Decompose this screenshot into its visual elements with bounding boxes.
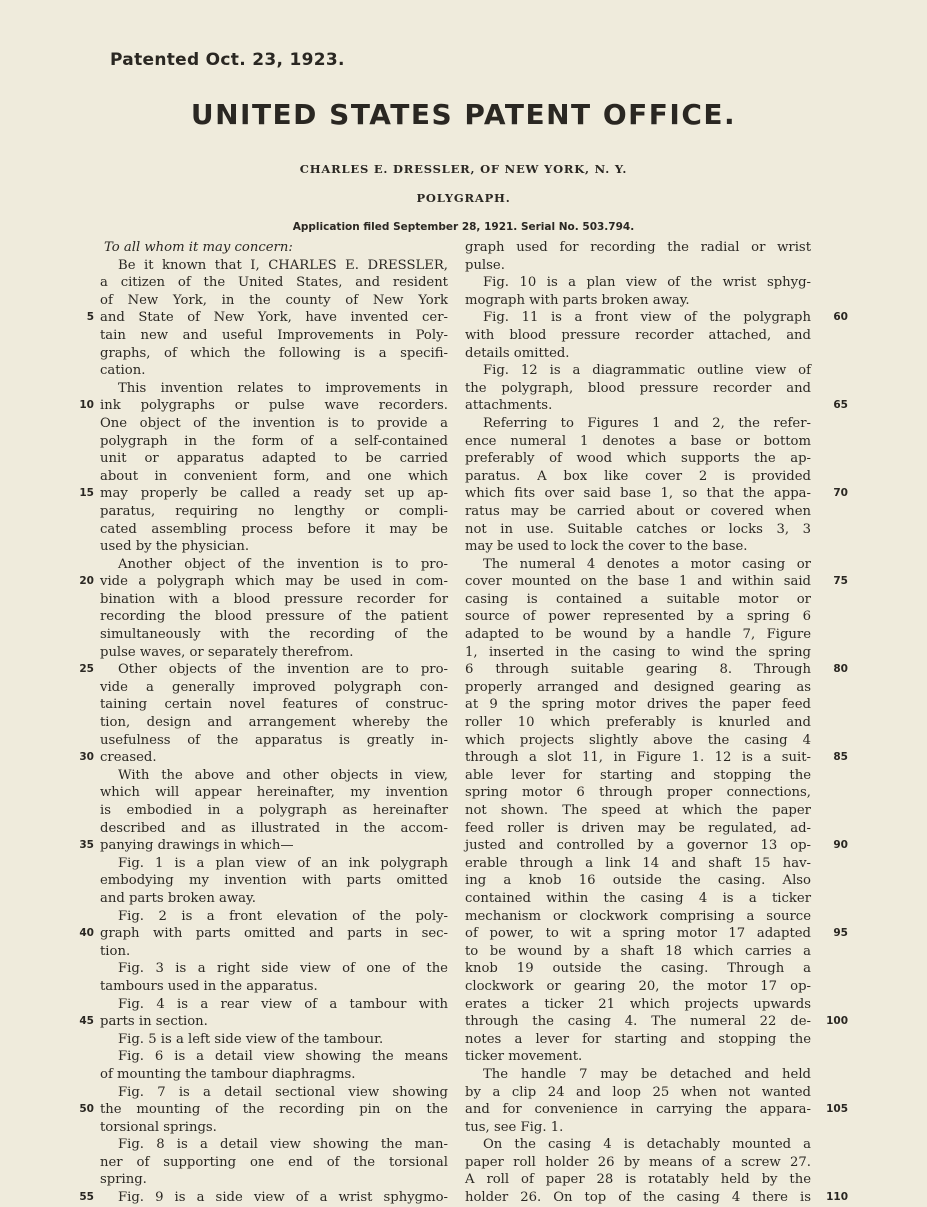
right-text-line: erable through a link 14 and shaft 15 hav- (465, 855, 811, 871)
right-text-line: attachments. (465, 398, 553, 414)
right-text-line: 1, inserted in the casing to wind the spring (465, 644, 811, 660)
right-text-line: mechanism or clockwork comprising a source (465, 908, 811, 924)
left-text-line: Fig. 3 is a right side view of one of the (118, 961, 448, 977)
right-text-line: The handle 7 may be detached and held (483, 1066, 811, 1082)
right-line-number: 70 (833, 487, 848, 500)
left-text-line: usefulness of the apparatus is greatly in- (100, 732, 448, 748)
left-text-line: embodying my invention with parts omitted (100, 873, 448, 889)
right-text-line: tus, see Fig. 1. (465, 1119, 564, 1135)
right-text-line: at 9 the spring motor drives the paper feed (465, 697, 811, 713)
right-text-line: Fig. 11 is a front view of the polygraph (483, 310, 811, 326)
left-text-line: tambours used in the apparatus. (100, 978, 318, 994)
right-text-line: justed and controlled by a governor 13 op- (465, 838, 811, 854)
right-text-line: preferably of wood which supports the ap- (465, 451, 811, 467)
right-text-line: roller 10 which preferably is knurled and (465, 715, 811, 731)
right-line-number: 100 (826, 1015, 848, 1028)
left-text-line: Fig. 9 is a side view of a wrist sphygmo- (118, 1190, 448, 1206)
left-text-line: spring. (100, 1172, 147, 1188)
left-line-number: 30 (79, 751, 94, 764)
left-text-line: torsional springs. (100, 1119, 217, 1135)
right-text-line: through a slot 11, in Figure 1. 12 is a suit- (465, 750, 811, 766)
left-text-line: Fig. 7 is a detail sectional view showing (118, 1084, 448, 1100)
right-text-line: On the casing 4 is detachably mounted a (483, 1137, 811, 1153)
left-text-line: graphs, of which the following is a specifi- (100, 345, 448, 361)
left-text-line: Fig. 8 is a detail view showing the man- (118, 1137, 448, 1153)
left-text-line: polygraph in the form of a self-contained (100, 433, 448, 449)
left-text-line: a citizen of the United States, and resident (100, 275, 448, 291)
right-line-number: 95 (833, 927, 848, 940)
right-text-line: not in use. Suitable catches or locks 3, 3 (465, 521, 811, 537)
left-line-number: 20 (79, 575, 94, 588)
right-text-line: which projects slightly above the casing 4 (465, 732, 811, 748)
left-text-line: cation. (100, 363, 146, 379)
left-text-line: cated assembling process before it may be (100, 521, 448, 537)
left-text-line: pulse waves, or separately therefrom. (100, 644, 354, 660)
right-text-line: ing a knob 16 outside the casing. Also (465, 873, 811, 889)
right-text-line: paratus. A box like cover 2 is provided (465, 468, 811, 484)
left-text-line: creased. (100, 750, 157, 766)
right-text-line: may be used to lock the cover to the base. (465, 539, 748, 555)
right-text-line: of power, to wit a spring motor 17 adapted (465, 926, 811, 942)
right-text-line: and for convenience in carrying the appara- (465, 1102, 811, 1118)
left-text-line: With the above and other objects in view, (118, 767, 448, 783)
left-text-line: vide a polygraph which may be used in com- (100, 574, 448, 590)
left-line-number: 15 (79, 487, 94, 500)
right-text-line: feed roller is driven may be regulated, ad- (465, 820, 811, 836)
right-text-line: ratus may be carried about or covered when (465, 503, 811, 519)
right-text-line: details omitted. (465, 345, 570, 361)
left-text-line: ner of supporting one end of the torsional (100, 1154, 448, 1170)
right-text-line: the polygraph, blood pressure recorder and (465, 380, 811, 396)
left-text-line: may properly be called a ready set up ap- (100, 486, 448, 502)
left-line-number: 45 (79, 1015, 94, 1028)
left-column (100, 239, 448, 1207)
right-text-line: erates a ticker 21 which projects upwards (465, 996, 811, 1012)
right-text-line: through the casing 4. The numeral 22 de- (465, 1014, 811, 1030)
left-text-line: bination with a blood pressure recorder for (100, 591, 448, 607)
right-text-line: Fig. 12 is a diagrammatic outline view of (483, 363, 811, 379)
left-text-line: which will appear hereinafter, my invention (100, 785, 448, 801)
left-text-line: tain new and useful Improvements in Poly- (100, 327, 448, 343)
right-text-line: graph used for recording the radial or wrist (465, 240, 811, 255)
left-text-line: vide a generally improved polygraph con- (100, 679, 448, 695)
right-line-number: 110 (826, 1191, 848, 1204)
left-text-line: Fig. 4 is a rear view of a tambour with (118, 996, 448, 1012)
left-text-line: about in convenient form, and one which (100, 468, 448, 484)
left-text-line: and parts broken away. (100, 890, 256, 906)
right-line-number: 65 (833, 399, 848, 412)
right-text-line: spring motor 6 through proper connections, (465, 785, 811, 801)
right-text-line: holder 26. On top of the casing 4 there is (465, 1190, 811, 1206)
office-title: UNITED STATES PATENT OFFICE. (190, 98, 737, 131)
right-text-line: contained within the casing 4 is a ticker (465, 890, 811, 906)
right-text-line: cover mounted on the base 1 and within said (465, 574, 811, 590)
left-text-line: Other objects of the invention are to pro- (118, 662, 448, 678)
left-text-line: This invention relates to improvements in (118, 380, 448, 396)
right-line-number: 90 (833, 839, 848, 852)
left-text-line: panying drawings in which— (100, 838, 294, 854)
left-text-line: and State of New York, have invented cer- (100, 310, 448, 326)
right-text-line: casing is contained a suitable motor or (465, 591, 811, 607)
right-column (465, 239, 811, 1207)
right-text-line: to be wound by a shaft 18 which carries a (465, 943, 811, 959)
left-text-line: paratus, requiring no lengthy or compli- (100, 503, 448, 519)
left-text-line: parts in section. (100, 1014, 208, 1030)
right-text-line: 6 through suitable gearing 8. Through (465, 662, 811, 678)
left-text-line: graph with parts omitted and parts in sec- (100, 926, 448, 942)
left-text-line: used by the physician. (100, 539, 250, 555)
left-line-number: 10 (79, 399, 94, 412)
right-text-line: pulse. (465, 257, 505, 273)
left-line-number: 25 (79, 663, 94, 676)
right-text-line: ticker movement. (465, 1049, 583, 1065)
right-text-line: The numeral 4 denotes a motor casing or (483, 556, 811, 572)
application-line: Application filed September 28, 1921. Serial No. 503.794. (292, 221, 635, 233)
left-text-line: of New York, in the county of New York (100, 292, 448, 308)
right-text-line: knob 19 outside the casing. Through a (465, 961, 811, 977)
left-text-line: is embodied in a polygraph as hereinafter (100, 803, 448, 818)
right-line-number: 60 (833, 311, 848, 324)
invention-title: POLYGRAPH. (416, 191, 511, 205)
left-text-line: tion, design and arrangement whereby the (100, 715, 448, 731)
left-text-line: Fig. 6 is a detail view showing the means (118, 1049, 448, 1065)
right-text-line: properly arranged and designed gearing as (465, 679, 811, 695)
right-text-line: clockwork or gearing 20, the motor 17 op- (465, 978, 811, 994)
left-text-line: ink polygraphs or pulse wave recorders. (100, 398, 448, 414)
left-text-line: Fig. 2 is a front elevation of the poly- (118, 908, 448, 924)
right-text-line: not shown. The speed at which the paper (465, 803, 811, 818)
left-text-line: Fig. 5 is a left side view of the tambour. (118, 1031, 384, 1047)
right-line-number: 85 (833, 751, 848, 764)
left-text-line: taining certain novel features of construc- (100, 697, 448, 713)
left-text-line: recording the blood pressure of the patient (100, 609, 448, 625)
right-line-number: 105 (826, 1103, 848, 1116)
left-text-line: Fig. 1 is a plan view of an ink polygraph (118, 855, 448, 871)
right-text-line: source of power represented by a spring 6 (465, 609, 811, 625)
right-text-line: notes a lever for starting and stopping the (465, 1031, 811, 1047)
right-text-line: paper roll holder 26 by means of a screw 27. (465, 1154, 811, 1170)
right-text-line: Fig. 10 is a plan view of the wrist sphyg- (483, 275, 811, 291)
left-text-line: of mounting the tambour diaphragms. (100, 1066, 356, 1082)
left-text-line: To all whom it may concern: (104, 240, 293, 255)
right-text-line: with blood pressure recorder attached, and (465, 327, 811, 343)
right-text-line: by a clip 24 and loop 25 when not wanted (465, 1084, 811, 1100)
left-text-line: the mounting of the recording pin on the (100, 1102, 448, 1118)
left-line-number: 40 (79, 927, 94, 940)
right-text-line: able lever for starting and stopping the (465, 767, 811, 783)
left-text-line: simultaneously with the recording of the (100, 627, 448, 643)
right-text-line: adapted to be wound by a handle 7, Figure (465, 627, 811, 643)
right-line-number: 80 (833, 663, 848, 676)
patent-date: Patented Oct. 23, 1923. (110, 50, 345, 70)
left-line-number: 35 (79, 839, 94, 852)
left-text-line: tion. (100, 943, 131, 959)
left-line-number: 50 (79, 1103, 94, 1116)
left-line-number: 5 (86, 311, 94, 324)
right-text-line: ence numeral 1 denotes a base or bottom (465, 433, 811, 449)
right-text-line: mograph with parts broken away. (465, 292, 690, 308)
inventor-line: CHARLES E. DRESSLER, OF NEW YORK, N. Y. (299, 162, 628, 176)
left-line-number: 55 (79, 1191, 94, 1204)
right-text-line: which fits over said base 1, so that the appa- (465, 486, 811, 502)
left-text-line: Another object of the invention is to pro- (118, 556, 448, 572)
left-text-line: Be it known that I, CHARLES E. DRESSLER, (118, 257, 448, 273)
left-text-line: described and as illustrated in the accom- (100, 820, 448, 836)
left-text-line: One object of the invention is to provide a (100, 415, 448, 431)
right-line-number: 75 (833, 575, 848, 588)
right-text-line: Referring to Figures 1 and 2, the refer- (483, 415, 811, 431)
right-text-line: A roll of paper 28 is rotatably held by the (465, 1172, 811, 1188)
left-text-line: unit or apparatus adapted to be carried (100, 451, 448, 467)
